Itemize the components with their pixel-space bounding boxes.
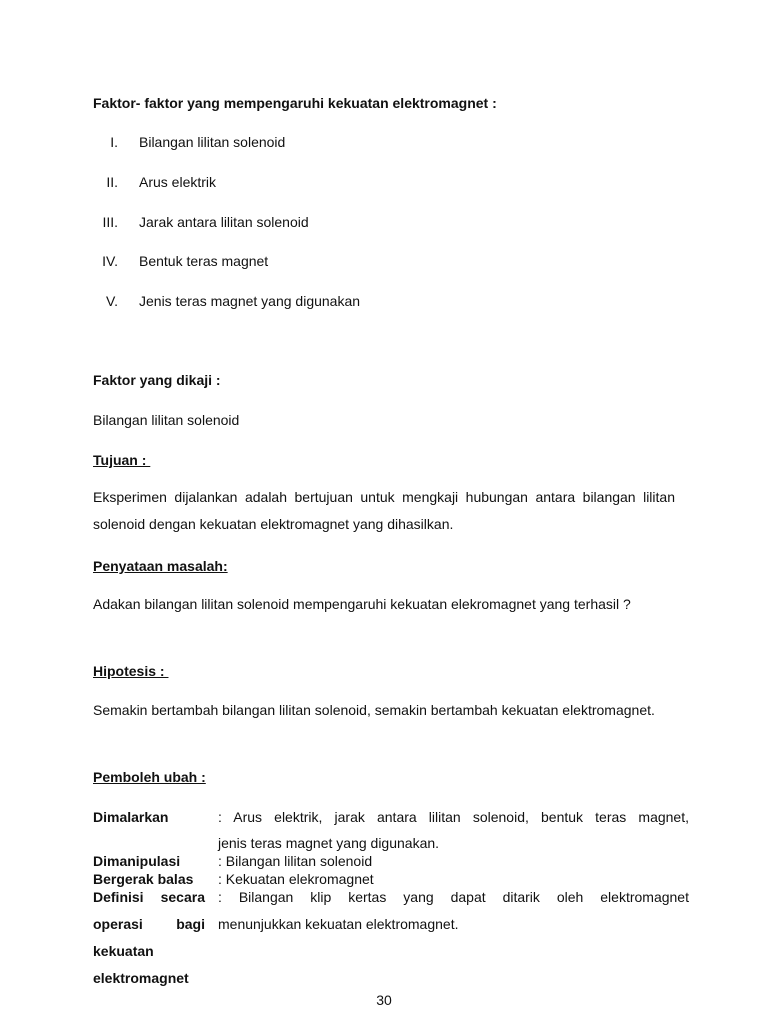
factor-item: Jenis teras magnet yang digunakan — [139, 293, 361, 309]
fixed-variable-value: : Arus elektrik, jarak antara lilitan solenoid, bentuk teras magnet, — [218, 809, 689, 825]
problem-text: Adakan bilangan lilitan solenoid mempengaruhi kekuatan elekromagnet yang terhasil ? — [93, 596, 631, 612]
factor-number: I. — [110, 134, 118, 150]
definition-label: elektromagnet — [93, 970, 189, 986]
definition-value-cont: menunjukkan kekuatan elektromagnet. — [218, 916, 459, 932]
aim-heading: Tujuan : — [93, 452, 151, 468]
variables-heading: Pemboleh ubah : — [93, 769, 206, 785]
responding-variable-label: Bergerak balas — [93, 871, 194, 887]
aim-text: Eksperimen dijalankan adalah bertujuan untuk mengkaji hubungan antara bilangan lilitan solenoid dengan kekuatan elektromagnet yang dihasilkan. — [93, 489, 675, 532]
studied-factor-value: Bilangan lilitan solenoid — [93, 412, 240, 428]
manipulated-variable-value: : Bilangan lilitan solenoid — [218, 853, 373, 869]
page-number: 30 — [376, 992, 392, 1008]
factor-number: III. — [102, 214, 118, 230]
factor-item: Bilangan lilitan solenoid — [139, 134, 286, 150]
factor-number: IV. — [102, 253, 118, 269]
definition-value: : Bilangan klip kertas yang dapat ditarik oleh elektromagnet — [218, 889, 689, 905]
factor-number: II. — [106, 174, 118, 190]
definition-label: operasi bagi — [93, 916, 205, 932]
responding-variable-value: : Kekuatan elekromagnet — [218, 871, 374, 887]
factor-item: Jarak antara lilitan solenoid — [139, 214, 309, 230]
factor-number: V. — [106, 293, 118, 309]
fixed-variable-value-cont: jenis teras magnet yang digunakan. — [218, 835, 440, 851]
manipulated-variable-label: Dimanipulasi — [93, 853, 181, 869]
factor-item: Arus elektrik — [139, 174, 217, 190]
factor-item: Bentuk teras magnet — [139, 253, 269, 269]
problem-heading: Penyataan masalah: — [93, 558, 228, 574]
fixed-variable-label: Dimalarkan — [93, 809, 169, 825]
hypothesis-heading: Hipotesis : — [93, 663, 169, 679]
definition-label: kekuatan — [93, 943, 154, 959]
hypothesis-text: Semakin bertambah bilangan lilitan solenoid, semakin bertambah kekuatan elektromagnet. — [93, 702, 655, 718]
definition-label: Definisi secara — [93, 889, 205, 905]
studied-factor-heading: Faktor yang dikaji : — [93, 372, 221, 388]
factors-heading: Faktor- faktor yang mempengaruhi kekuatan elektromagnet : — [93, 95, 497, 111]
